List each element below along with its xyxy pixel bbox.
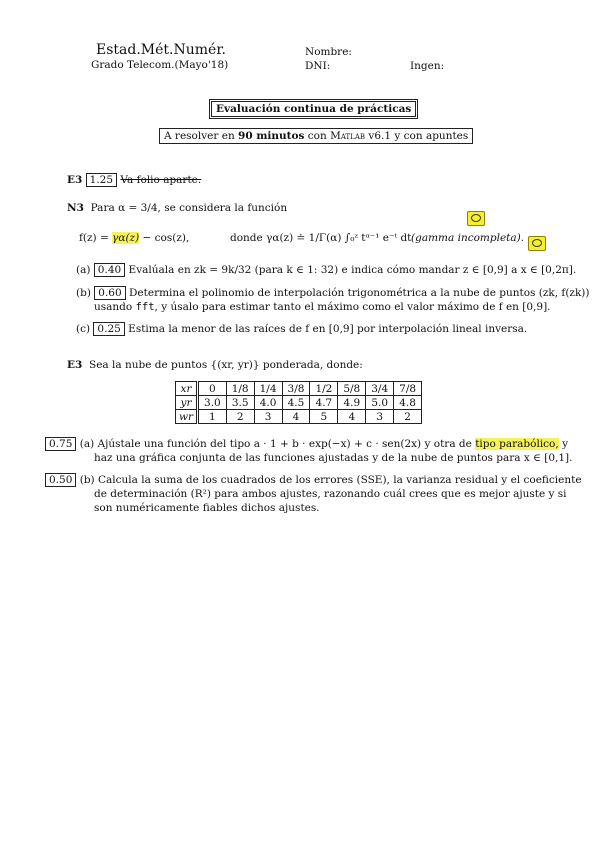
n3-item-b xyxy=(76,286,590,300)
table-cell: 3.0 xyxy=(198,396,227,410)
item-text: , y úsalo para estimar tanto el máximo como el valor máximo de f en [0,9]. xyxy=(154,301,551,313)
item-text: Calcula la suma de los cuadrados de los errores (SSE), la varianza residual y el coeficiente xyxy=(98,474,582,486)
dni-label: DNI: xyxy=(305,60,331,72)
item-text: y xyxy=(558,438,569,450)
n3-item-b-line2 xyxy=(94,300,551,314)
n3-formula xyxy=(79,231,189,245)
table-cell: 4.0 xyxy=(254,396,282,410)
formula-rhs: − cos(z), xyxy=(139,232,190,244)
item-text: Estima la menor de las raíces de f en [0,9] por interpolación lineal inversa. xyxy=(128,323,528,335)
table-cell: 7/8 xyxy=(394,382,422,396)
table-cell: 1/4 xyxy=(254,382,282,396)
table-cell: 1/2 xyxy=(310,382,338,396)
item-label: (b) xyxy=(79,474,95,486)
table-cell: 5.0 xyxy=(366,396,394,410)
item-text: Ajústale una función del tipo a · 1 + b · exp(−x) + c · sen(2x) y otra de xyxy=(97,438,476,450)
e3-item-b-line2: de determinación (R²) para ambos ajustes, razonando cuál crees que es mejor ajuste y si xyxy=(94,488,567,500)
e3-first-note: Va folio aparte. xyxy=(120,174,202,186)
item-points: 0.75 xyxy=(45,437,76,451)
resolve-tool: Matlab xyxy=(330,130,366,142)
table-cell: 3 xyxy=(366,410,394,424)
n3-label: N3 xyxy=(67,202,84,214)
item-points: 0.50 xyxy=(45,473,76,487)
e3-item-b-line1 xyxy=(45,473,582,487)
fft-code: fft xyxy=(135,301,155,313)
resolve-time: 90 minutos xyxy=(238,130,305,142)
e3-second-line xyxy=(67,358,363,372)
table-cell: 3.5 xyxy=(226,396,254,410)
row-header: wr xyxy=(176,410,198,424)
points-table xyxy=(175,381,422,424)
resolve-suffix: v6.1 y con apuntes xyxy=(368,130,469,142)
ingen-label: Ingen: xyxy=(410,60,445,72)
table-cell: 1 xyxy=(198,410,227,424)
table-cell: 2 xyxy=(226,410,254,424)
e3-item-a-line1 xyxy=(45,437,568,451)
e3-item-a-line2: haz una gráfica conjunta de las funciones ajustadas y de la nube de puntos para x ∈ [0,1]. xyxy=(94,452,573,464)
item-label: (a) xyxy=(79,438,95,450)
n3-item-a xyxy=(76,263,576,277)
degree-subtitle: Grado Telecom.(Mayo'18) xyxy=(91,59,229,71)
table-cell: 0 xyxy=(198,382,227,396)
parabolic-highlight: tipo parabólico, xyxy=(475,438,559,450)
item-label: (c) xyxy=(76,323,91,335)
n3-intro-line xyxy=(67,201,287,215)
table-cell: 4 xyxy=(338,410,366,424)
e3-second-intro: Sea la nube de puntos {(xr, yr)} ponderada, donde: xyxy=(89,359,363,371)
course-title: Estad.Mét.Numér. xyxy=(96,42,226,58)
row-header: yr xyxy=(176,396,198,410)
item-text: Determina el polinomio de interpolación trigonométrica a la nube de puntos (zk, f(zk)) xyxy=(129,287,590,299)
table-cell: 4.9 xyxy=(338,396,366,410)
row-header: xr xyxy=(176,382,198,396)
comment-icon[interactable] xyxy=(467,211,485,226)
resolve-box xyxy=(159,128,473,144)
table-cell: 3 xyxy=(254,410,282,424)
e3-item-b-line3: son numéricamente fiables dichos ajustes. xyxy=(94,502,320,514)
table-row xyxy=(176,382,422,396)
nombre-label: Nombre: xyxy=(305,46,352,58)
table-row xyxy=(176,410,422,424)
item-points: 0.60 xyxy=(94,286,125,300)
comment-icon[interactable] xyxy=(528,236,546,251)
table-cell: 3/8 xyxy=(282,382,310,396)
item-points: 0.25 xyxy=(93,322,124,336)
e3-second-label: E3 xyxy=(67,359,83,371)
table-cell: 5 xyxy=(310,410,338,424)
table-row xyxy=(176,396,422,410)
resolve-mid: con xyxy=(307,130,327,142)
table-cell: 3/4 xyxy=(366,382,394,396)
formula-lhs: f(z) = xyxy=(79,232,113,244)
table-cell: 4.7 xyxy=(310,396,338,410)
table-cell: 4.8 xyxy=(394,396,422,410)
formula-gamma-highlight: γα(z) xyxy=(112,232,140,244)
table-cell: 5/8 xyxy=(338,382,366,396)
item-text: usando xyxy=(94,301,136,313)
n3-intro: Para α = 3/4, se considera la función xyxy=(90,202,288,214)
item-text: Evalúala en zk = 9k/32 (para k ∈ 1: 32) e indica cómo mandar z ∈ [0,9] a x ∈ [0,2π]. xyxy=(128,264,577,276)
n3-item-c xyxy=(76,322,527,336)
e3-first-label: E3 xyxy=(67,174,83,186)
table-cell: 4.5 xyxy=(282,396,310,410)
gamma-definition: donde γα(z) ≐ 1/Γ(α) ∫₀ᶻ tᵅ⁻¹ e⁻ᵗ dt xyxy=(230,232,412,244)
gamma-note: (gamma incompleta). xyxy=(411,232,525,244)
e3-first-points: 1.25 xyxy=(86,173,117,187)
resolve-prefix: A resolver en xyxy=(164,130,235,142)
evaluation-title: Evaluación continua de prácticas xyxy=(209,99,418,119)
table-cell: 1/8 xyxy=(226,382,254,396)
table-cell: 4 xyxy=(282,410,310,424)
item-points: 0.40 xyxy=(94,263,125,277)
item-label: (b) xyxy=(76,287,91,299)
item-label: (a) xyxy=(76,264,91,276)
e3-first-line xyxy=(67,173,201,187)
table-cell: 2 xyxy=(394,410,422,424)
